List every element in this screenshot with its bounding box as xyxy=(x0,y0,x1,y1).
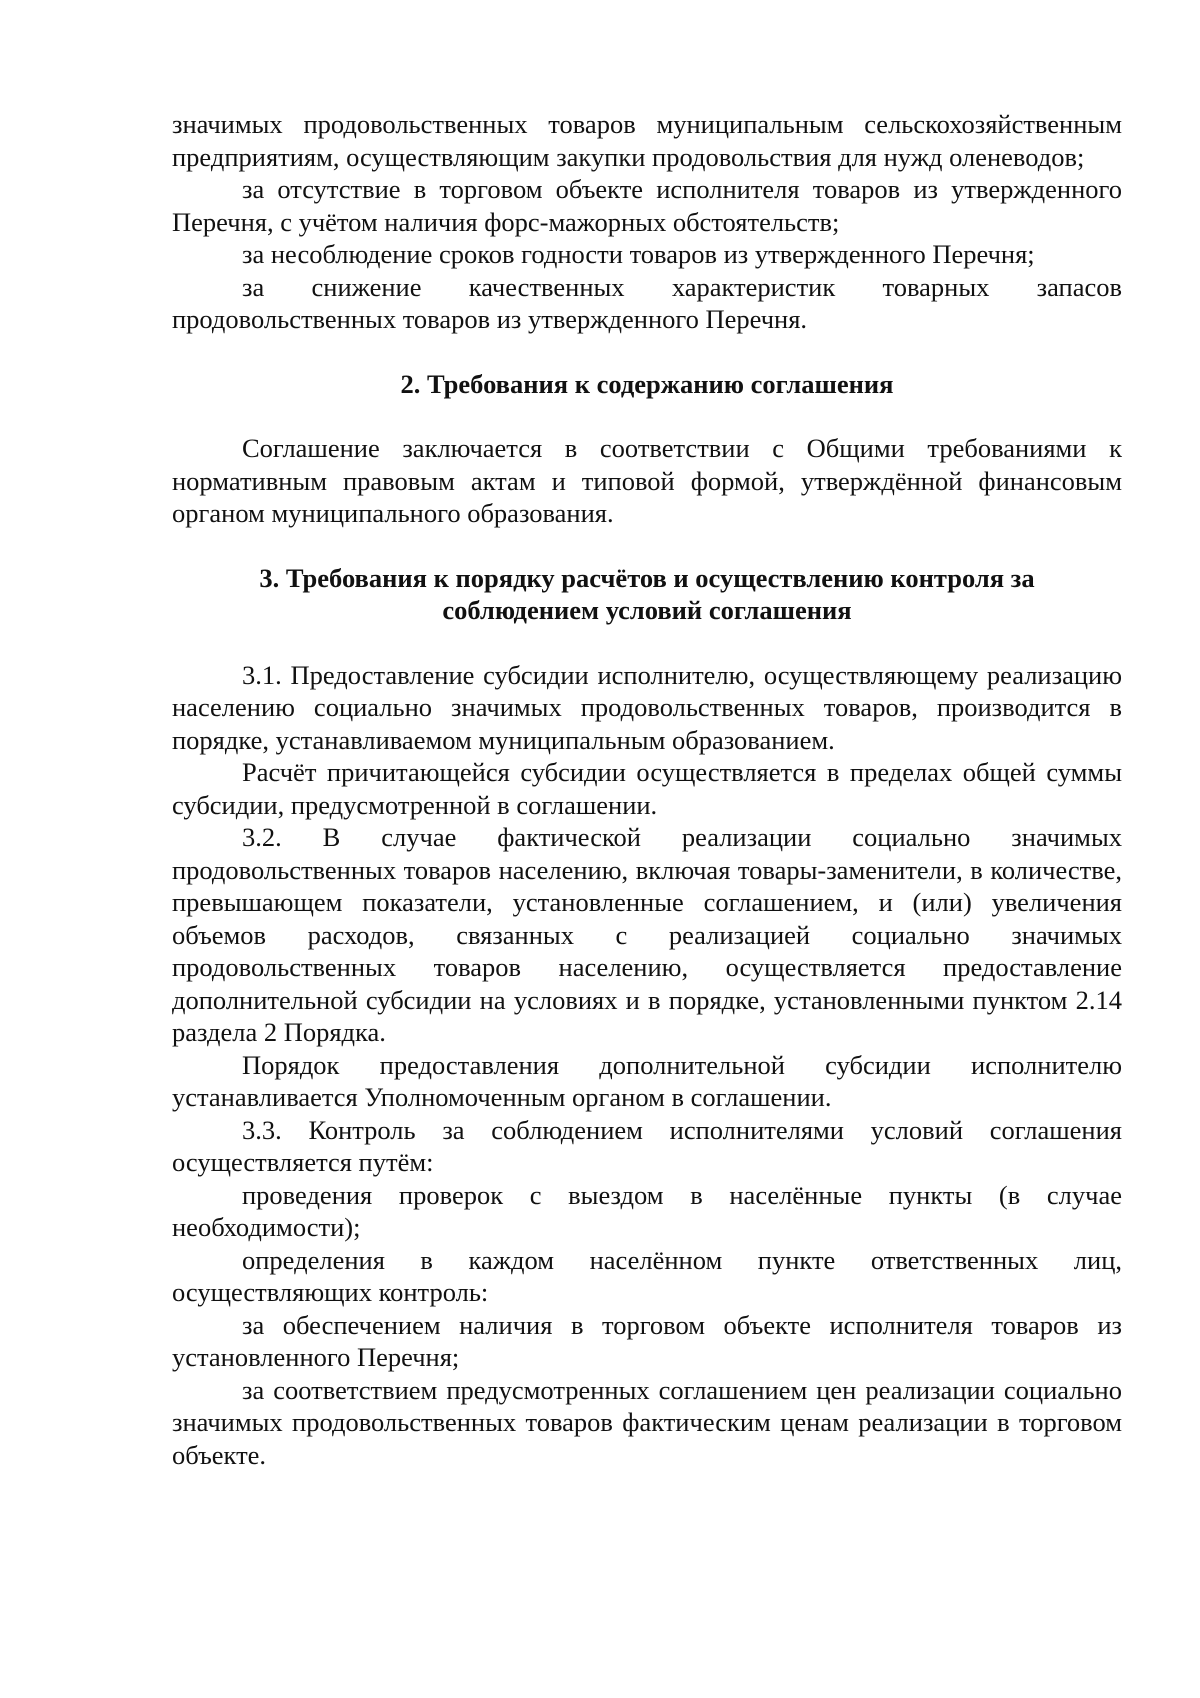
paragraph-item: за отсутствие в торговом объекте исполнителя товаров из утвержденного Перечня, с учётом наличия форс-мажорных обстоятельств; xyxy=(172,174,1122,237)
section-3-paragraph: проведения проверок с выездом в населённые пункты (в случае необходимости); xyxy=(172,1179,1122,1242)
section-3-paragraph: 3.2. В случае фактической реализации социально значимых продовольственных товаров населению, включая товары-заменители, в количестве, превышающем показатели, установленные соглашением, и (или) увеличения объемов расходов, связанных с реализацией социально значимых продовольственных товаров населению, осуществляется предоставление дополнительной субсидии на условиях и в порядке, установленными пунктом 2.14 раздела 2 Порядка. xyxy=(172,822,1122,1047)
section-3-paragraph: 3.3. Контроль за соблюдением исполнителями условий соглашения осуществляется путём: xyxy=(172,1114,1122,1177)
spacer xyxy=(172,627,1122,659)
section-3-paragraph: определения в каждом населённом пункте ответственных лиц, осуществляющих контроль: xyxy=(172,1244,1122,1307)
paragraph-continuation: значимых продовольственных товаров муниципальным сельскохозяйственным предприятиям, осуществляющим закупки продовольствия для нужд оленеводов; xyxy=(172,109,1122,172)
paragraph-item: за несоблюдение сроков годности товаров из утвержденного Перечня; xyxy=(242,239,1035,269)
section-3-paragraph: за соответствием предусмотренных соглашением цен реализации социально значимых продовольственных товаров фактическим ценам реализации в торговом объекте. xyxy=(172,1374,1122,1470)
section-3-heading-line-2: соблюдением условий соглашения xyxy=(442,595,852,625)
paragraph-item: за снижение качественных характеристик товарных запасов продовольственных товаров из утвержденного Перечня. xyxy=(172,271,1122,334)
section-3-paragraph: 3.1. Предоставление субсидии исполнителю, осуществляющему реализацию населению социально значимых продовольственных товаров, производится в порядке, устанавливаемом муниципальным образованием. xyxy=(172,659,1122,755)
spacer xyxy=(172,336,1122,368)
spacer xyxy=(172,400,1122,432)
section-3-heading-line-1: 3. Требования к порядку расчётов и осуществлению контроля за xyxy=(259,562,1035,593)
section-3-paragraph: за обеспечением наличия в торговом объекте исполнителя товаров из установленного Перечня; xyxy=(172,1309,1122,1372)
spacer xyxy=(172,530,1122,562)
section-3-paragraph: Порядок предоставления дополнительной субсидии исполнителю устанавливается Уполномоченным органом в соглашении. xyxy=(172,1049,1122,1112)
section-3-paragraph: Расчёт причитающейся субсидии осуществляется в пределах общей суммы субсидии, предусмотренной в соглашении. xyxy=(172,757,1122,820)
section-2-paragraph: Соглашение заключается в соответствии с Общими требованиями к нормативным правовым актам и типовой формой, утверждённой финансовым органом муниципального образования. xyxy=(172,433,1122,528)
section-2-heading: 2. Требования к содержанию соглашения xyxy=(400,368,894,399)
document-page xyxy=(172,108,1122,1471)
